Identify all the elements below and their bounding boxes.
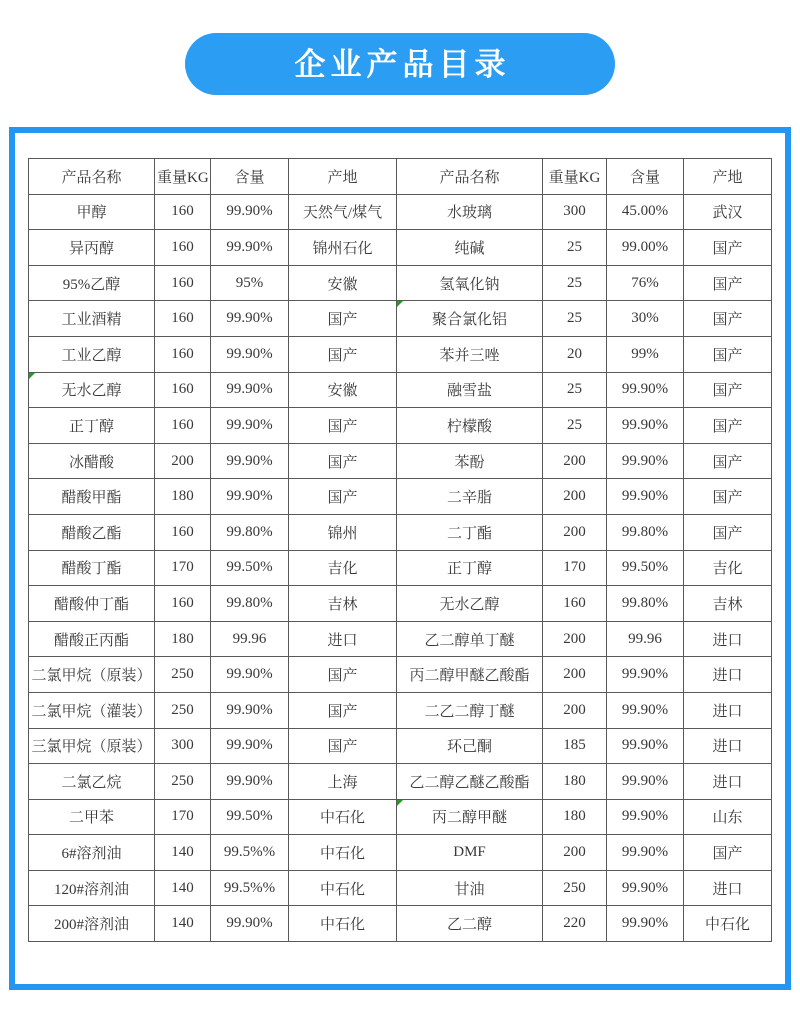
col-header-content-right: 含量	[607, 159, 684, 195]
cell-origin: 国产	[684, 443, 772, 479]
cell-product-name: 乙二醇单丁醚	[397, 621, 543, 657]
cell-content: 99.50%	[607, 550, 684, 586]
cell-origin: 进口	[684, 728, 772, 764]
cell-content: 99.90%	[607, 906, 684, 942]
table-row	[29, 336, 772, 372]
cell-origin: 国产	[684, 479, 772, 515]
cell-content: 99.50%	[211, 799, 289, 835]
cell-origin: 国产	[289, 728, 397, 764]
cell-content: 99.90%	[211, 692, 289, 728]
cell-content: 99.80%	[607, 514, 684, 550]
cell-content: 99.80%	[211, 586, 289, 622]
cell-content: 99.90%	[211, 657, 289, 693]
cell-weight-kg: 300	[543, 194, 607, 230]
cell-origin: 锦州石化	[289, 230, 397, 266]
table-row	[29, 728, 772, 764]
cell-product-name: 甘油	[397, 870, 543, 906]
cell-origin: 国产	[684, 265, 772, 301]
cell-content: 45.00%	[607, 194, 684, 230]
cell-origin: 吉林	[684, 586, 772, 622]
cell-weight-kg: 20	[543, 336, 607, 372]
cell-origin: 国产	[684, 301, 772, 337]
table-header-row	[29, 159, 772, 195]
table-row	[29, 372, 772, 408]
cell-origin: 天然气/煤气	[289, 194, 397, 230]
cell-weight-kg: 160	[155, 586, 211, 622]
table-row	[29, 692, 772, 728]
cell-product-name: 醋酸甲酯	[29, 479, 155, 515]
cell-weight-kg: 200	[543, 657, 607, 693]
cell-origin: 进口	[684, 764, 772, 800]
cell-weight-kg: 25	[543, 230, 607, 266]
cell-product-name: 无水乙醇	[29, 372, 155, 408]
catalog-panel	[9, 127, 791, 990]
cell-weight-kg: 250	[155, 692, 211, 728]
table-row	[29, 764, 772, 800]
cell-origin: 安徽	[289, 265, 397, 301]
cell-content: 99.90%	[211, 408, 289, 444]
cell-origin: 吉林	[289, 586, 397, 622]
cell-product-name: 二氯甲烷（原装）	[29, 657, 155, 693]
cell-weight-kg: 200	[543, 479, 607, 515]
cell-content: 99.80%	[211, 514, 289, 550]
cell-content: 99.90%	[607, 372, 684, 408]
cell-content: 99.90%	[211, 230, 289, 266]
cell-product-name: 正丁醇	[29, 408, 155, 444]
col-header-weight-kg-left: 重量KG	[155, 159, 211, 195]
page-title: 企业产品目录	[294, 46, 511, 82]
cell-weight-kg: 160	[155, 301, 211, 337]
cell-product-name: 氢氧化钠	[397, 265, 543, 301]
cell-origin: 国产	[289, 443, 397, 479]
table-row	[29, 408, 772, 444]
cell-origin: 国产	[684, 514, 772, 550]
cell-origin: 中石化	[289, 870, 397, 906]
cell-product-name: 水玻璃	[397, 194, 543, 230]
cell-content: 76%	[607, 265, 684, 301]
cell-product-name: 乙二醇	[397, 906, 543, 942]
cell-origin: 进口	[684, 657, 772, 693]
table-row	[29, 621, 772, 657]
cell-origin: 国产	[684, 336, 772, 372]
cell-content: 99.5%%	[211, 870, 289, 906]
cell-product-name: 工业乙醇	[29, 336, 155, 372]
cell-product-name: 纯碱	[397, 230, 543, 266]
cell-weight-kg: 160	[155, 194, 211, 230]
cell-product-name: 二辛脂	[397, 479, 543, 515]
cell-origin: 国产	[289, 301, 397, 337]
cell-content: 99.96	[607, 621, 684, 657]
cell-content: 99.90%	[607, 835, 684, 871]
cell-product-name: 环己酮	[397, 728, 543, 764]
col-header-product-name-right: 产品名称	[397, 159, 543, 195]
cell-weight-kg: 25	[543, 301, 607, 337]
cell-weight-kg: 160	[155, 408, 211, 444]
cell-weight-kg: 250	[155, 657, 211, 693]
cell-product-name: 二甲苯	[29, 799, 155, 835]
cell-weight-kg: 250	[543, 870, 607, 906]
cell-origin: 中石化	[289, 799, 397, 835]
cell-content: 99.90%	[211, 194, 289, 230]
cell-weight-kg: 160	[155, 230, 211, 266]
cell-content: 99%	[607, 336, 684, 372]
table-row	[29, 799, 772, 835]
table-row	[29, 586, 772, 622]
cell-content: 99.90%	[607, 479, 684, 515]
table-row	[29, 835, 772, 871]
cell-origin: 国产	[289, 479, 397, 515]
cell-origin: 国产	[289, 657, 397, 693]
cell-content: 99.80%	[607, 586, 684, 622]
cell-content: 99.90%	[211, 372, 289, 408]
cell-product-name: 冰醋酸	[29, 443, 155, 479]
cell-content: 99.90%	[211, 728, 289, 764]
excel-error-marker-icon	[397, 800, 403, 806]
cell-weight-kg: 160	[155, 265, 211, 301]
cell-weight-kg: 220	[543, 906, 607, 942]
cell-weight-kg: 200	[543, 621, 607, 657]
table-row	[29, 870, 772, 906]
cell-product-name: 6#溶剂油	[29, 835, 155, 871]
cell-weight-kg: 160	[155, 514, 211, 550]
cell-origin: 进口	[289, 621, 397, 657]
cell-weight-kg: 185	[543, 728, 607, 764]
cell-origin: 国产	[289, 692, 397, 728]
product-table	[28, 158, 772, 942]
cell-origin: 进口	[684, 692, 772, 728]
cell-weight-kg: 140	[155, 835, 211, 871]
cell-product-name: 醋酸正丙酯	[29, 621, 155, 657]
cell-product-name: 95%乙醇	[29, 265, 155, 301]
table-row	[29, 657, 772, 693]
cell-origin: 中石化	[289, 906, 397, 942]
cell-weight-kg: 180	[155, 479, 211, 515]
cell-product-name: 乙二醇乙醚乙酸酯	[397, 764, 543, 800]
cell-origin: 上海	[289, 764, 397, 800]
cell-content: 99.00%	[607, 230, 684, 266]
col-header-origin-left: 产地	[289, 159, 397, 195]
cell-origin: 武汉	[684, 194, 772, 230]
cell-product-name: 二氯甲烷（灌装）	[29, 692, 155, 728]
cell-content: 99.90%	[607, 870, 684, 906]
cell-origin: 锦州	[289, 514, 397, 550]
cell-product-name: 醋酸乙酯	[29, 514, 155, 550]
cell-content: 99.90%	[211, 336, 289, 372]
cell-product-name: 醋酸仲丁酯	[29, 586, 155, 622]
cell-content: 99.90%	[211, 764, 289, 800]
cell-weight-kg: 160	[155, 372, 211, 408]
cell-content: 99.5%%	[211, 835, 289, 871]
cell-product-name: DMF	[397, 835, 543, 871]
cell-content: 99.96	[211, 621, 289, 657]
cell-weight-kg: 170	[155, 799, 211, 835]
cell-weight-kg: 160	[543, 586, 607, 622]
cell-product-name: 二氯乙烷	[29, 764, 155, 800]
excel-error-marker-icon	[397, 301, 403, 307]
cell-origin: 国产	[684, 372, 772, 408]
cell-content: 99.90%	[211, 906, 289, 942]
cell-product-name: 120#溶剂油	[29, 870, 155, 906]
cell-weight-kg: 200	[543, 692, 607, 728]
cell-weight-kg: 200	[543, 835, 607, 871]
table-row	[29, 265, 772, 301]
col-header-content-left: 含量	[211, 159, 289, 195]
cell-product-name: 二丁酯	[397, 514, 543, 550]
table-body	[29, 194, 772, 941]
cell-product-name: 二乙二醇丁醚	[397, 692, 543, 728]
table-row	[29, 479, 772, 515]
cell-weight-kg: 250	[155, 764, 211, 800]
cell-content: 99.90%	[607, 799, 684, 835]
cell-origin: 国产	[684, 230, 772, 266]
cell-product-name: 柠檬酸	[397, 408, 543, 444]
cell-weight-kg: 200	[543, 443, 607, 479]
cell-content: 99.50%	[211, 550, 289, 586]
cell-product-name: 丙二醇甲醚	[397, 799, 543, 835]
cell-content: 99.90%	[607, 657, 684, 693]
cell-weight-kg: 180	[543, 799, 607, 835]
cell-product-name: 丙二醇甲醚乙酸酯	[397, 657, 543, 693]
cell-product-name: 异丙醇	[29, 230, 155, 266]
table-row	[29, 906, 772, 942]
cell-weight-kg: 170	[543, 550, 607, 586]
cell-product-name: 无水乙醇	[397, 586, 543, 622]
cell-weight-kg: 200	[155, 443, 211, 479]
cell-product-name: 融雪盐	[397, 372, 543, 408]
cell-weight-kg: 200	[543, 514, 607, 550]
cell-content: 99.90%	[607, 692, 684, 728]
cell-weight-kg: 170	[155, 550, 211, 586]
cell-product-name: 醋酸丁酯	[29, 550, 155, 586]
col-header-weight-kg-right: 重量KG	[543, 159, 607, 195]
cell-origin: 进口	[684, 621, 772, 657]
table-row	[29, 443, 772, 479]
table-row	[29, 550, 772, 586]
cell-origin: 国产	[684, 408, 772, 444]
cell-weight-kg: 300	[155, 728, 211, 764]
cell-weight-kg: 25	[543, 372, 607, 408]
cell-origin: 进口	[684, 870, 772, 906]
cell-origin: 国产	[289, 408, 397, 444]
table-row	[29, 194, 772, 230]
page-title-banner	[185, 33, 615, 95]
cell-product-name: 200#溶剂油	[29, 906, 155, 942]
cell-content: 99.90%	[211, 479, 289, 515]
cell-origin: 中石化	[289, 835, 397, 871]
cell-content: 99.90%	[607, 408, 684, 444]
cell-product-name: 三氯甲烷（原装）	[29, 728, 155, 764]
cell-origin: 国产	[289, 336, 397, 372]
cell-weight-kg: 180	[543, 764, 607, 800]
cell-origin: 中石化	[684, 906, 772, 942]
col-header-product-name-left: 产品名称	[29, 159, 155, 195]
excel-error-marker-icon	[29, 373, 35, 379]
cell-weight-kg: 25	[543, 408, 607, 444]
cell-origin: 吉化	[289, 550, 397, 586]
cell-content: 99.90%	[607, 728, 684, 764]
cell-product-name: 苯并三唑	[397, 336, 543, 372]
cell-content: 95%	[211, 265, 289, 301]
cell-content: 30%	[607, 301, 684, 337]
cell-weight-kg: 140	[155, 906, 211, 942]
cell-content: 99.90%	[211, 443, 289, 479]
cell-content: 99.90%	[211, 301, 289, 337]
cell-content: 99.90%	[607, 764, 684, 800]
cell-product-name: 工业酒精	[29, 301, 155, 337]
cell-origin: 山东	[684, 799, 772, 835]
table-row	[29, 301, 772, 337]
cell-product-name: 苯酚	[397, 443, 543, 479]
table-row	[29, 514, 772, 550]
table-row	[29, 230, 772, 266]
cell-product-name: 甲醇	[29, 194, 155, 230]
cell-weight-kg: 25	[543, 265, 607, 301]
cell-weight-kg: 180	[155, 621, 211, 657]
cell-origin: 安徽	[289, 372, 397, 408]
col-header-origin-right: 产地	[684, 159, 772, 195]
cell-content: 99.90%	[607, 443, 684, 479]
cell-product-name: 聚合氯化铝	[397, 301, 543, 337]
cell-product-name: 正丁醇	[397, 550, 543, 586]
cell-origin: 国产	[684, 835, 772, 871]
cell-weight-kg: 160	[155, 336, 211, 372]
cell-origin: 吉化	[684, 550, 772, 586]
cell-weight-kg: 140	[155, 870, 211, 906]
